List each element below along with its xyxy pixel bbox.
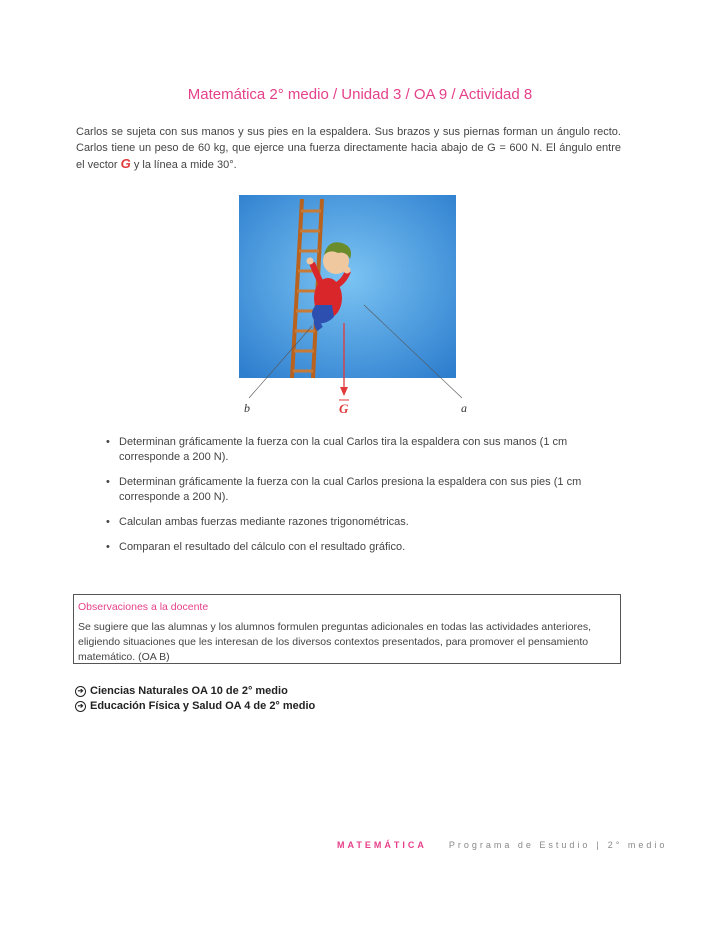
problem-statement [76,124,621,173]
list-item [102,515,617,530]
link-label: Ciencias Naturales OA 10 de 2° medio [90,685,288,697]
teacher-observations-box [73,594,621,664]
label-a: a [461,401,467,415]
footer-program: Programa de Estudio [448,840,591,850]
footer-separator: | [596,840,602,850]
observations-title: Observaciones a la docente [78,601,209,613]
bullet-icon: • [106,516,110,528]
intro-text-end: y la línea a mide 30°. [130,159,237,171]
list-item [102,475,617,505]
page-title: Matemática 2° medio / Unidad 3 / OA 9 / Actividad 8 [187,86,533,103]
intro-text-start: Carlos se sujeta con sus manos y sus pies en la espaldera. Sus brazos y sus piernas forman un ángulo recto. Carlos tiene un peso de 60 kg, que ejerce una fuerza directamente hacia abajo de G = 600 N. El ángulo entre el vector [76,126,621,171]
link-ciencias[interactable] [75,684,315,699]
link-icon: ➔ [75,701,86,712]
list-item-text: Comparan el resultado del cálculo con el resultado gráfico. [119,541,406,553]
footer-subject: MATEMÁTICA [337,840,427,850]
activity-list [102,435,617,565]
link-educacion-fisica[interactable] [75,699,315,714]
list-item-text: Calculan ambas fuerzas mediante razones trigonométricas. [119,516,409,528]
bullet-icon: • [106,541,110,553]
curriculum-links [75,684,315,714]
link-label: Educación Física y Salud OA 4 de 2° medio [90,700,316,712]
link-icon: ➔ [75,686,86,697]
observations-text: Se sugiere que las alumnas y los alumnos formulen preguntas adicionales en todas las actividades anteriores, eligiendo situaciones que les interesan de los diversos contextos presentados, para promover el pensamiento matemático. (OA B) [78,621,592,663]
climber-figure [236,193,486,418]
illustration-background [239,195,456,378]
vector-g-symbol: G [120,156,131,171]
label-g: G [339,401,349,416]
bullet-icon: • [106,476,110,488]
label-b: b [244,401,250,415]
list-item [102,540,617,555]
page-footer [337,840,667,850]
list-item-text: Determinan gráficamente la fuerza con la cual Carlos tira la espaldera con sus manos (1 cm corresponde a 200 N). [119,436,568,463]
bullet-icon: • [106,436,110,448]
force-vector-arrowhead [340,387,348,396]
footer-grade: 2° medio [607,840,668,850]
list-item-text: Determinan gráficamente la fuerza con la cual Carlos presiona la espaldera con sus pies (1 cm corresponde a 200 N). [119,476,582,503]
list-item [102,435,617,465]
